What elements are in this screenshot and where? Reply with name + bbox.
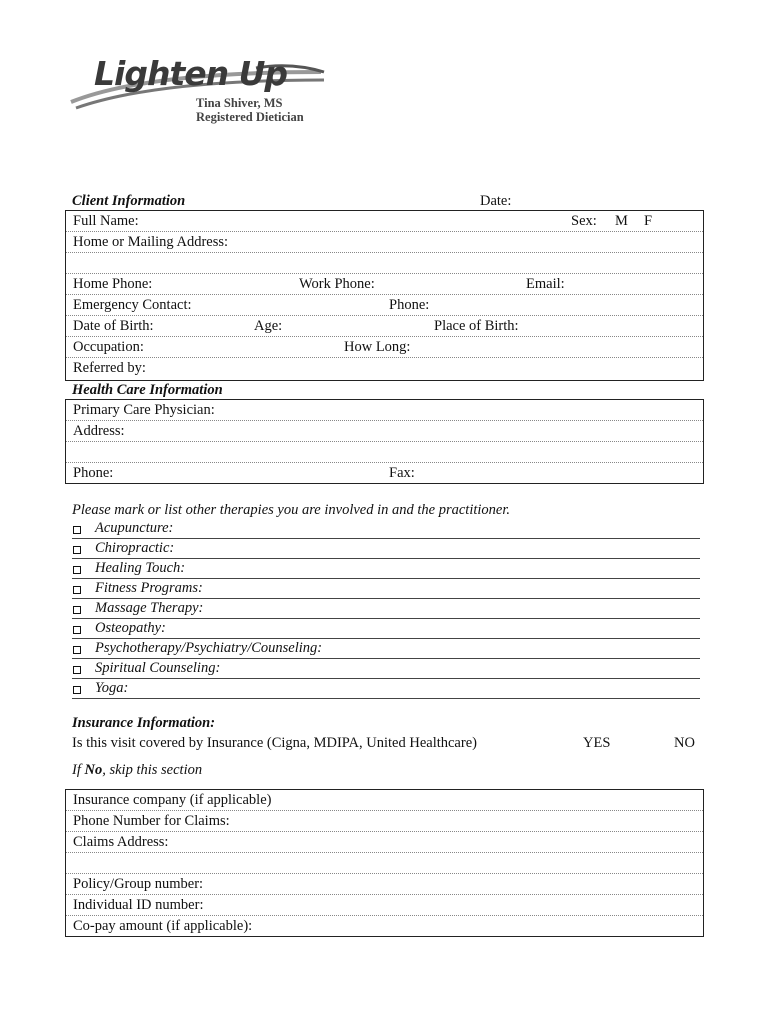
emergency-row[interactable] bbox=[66, 295, 703, 316]
occupation-row[interactable] bbox=[66, 337, 703, 358]
logo-name: Tina Shiver, MS bbox=[196, 96, 283, 110]
policy-label: Policy/Group number: bbox=[73, 876, 204, 892]
sex-f-option[interactable]: F bbox=[644, 213, 653, 229]
insurance-question: Is this visit covered by Insurance (Cigna, MDIPA, United Healthcare) bbox=[72, 735, 477, 751]
insurance-company-row[interactable] bbox=[66, 790, 703, 811]
logo-credential: Registered Dietician bbox=[196, 110, 304, 124]
therapy-label: Fitness Programs: bbox=[95, 580, 203, 596]
sex-m-option[interactable]: M bbox=[615, 213, 628, 229]
health-info-heading: Health Care Information bbox=[72, 382, 223, 398]
dob-label: Date of Birth: bbox=[73, 318, 154, 334]
therapy-item[interactable] bbox=[72, 679, 700, 699]
health-address-row-2[interactable] bbox=[66, 442, 703, 463]
therapy-label: Yoga: bbox=[95, 680, 129, 696]
claims-address-label: Claims Address: bbox=[73, 834, 169, 850]
skip-suffix: , skip this section bbox=[102, 762, 203, 778]
how-long-label: How Long: bbox=[344, 339, 411, 355]
therapy-label: Spiritual Counseling: bbox=[95, 660, 221, 676]
occupation-label: Occupation: bbox=[73, 339, 144, 355]
therapy-item[interactable] bbox=[72, 619, 700, 639]
logo bbox=[66, 50, 336, 130]
logo-title: Lighten Up bbox=[94, 54, 288, 93]
address-row-2[interactable] bbox=[66, 253, 703, 274]
age-label: Age: bbox=[254, 318, 283, 334]
insurance-heading: Insurance Information: bbox=[72, 715, 216, 731]
home-phone-label: Home Phone: bbox=[73, 276, 153, 292]
skip-prefix: If bbox=[72, 762, 85, 778]
skip-bold: No bbox=[84, 762, 103, 778]
therapy-label: Healing Touch: bbox=[95, 560, 186, 576]
referred-row[interactable] bbox=[66, 358, 703, 379]
therapy-item[interactable] bbox=[72, 519, 700, 539]
health-address-row[interactable] bbox=[66, 421, 703, 442]
pob-label: Place of Birth: bbox=[434, 318, 519, 334]
skip-note bbox=[72, 762, 202, 779]
therapy-item[interactable] bbox=[72, 579, 700, 599]
checkbox-icon[interactable] bbox=[73, 606, 81, 614]
checkbox-icon[interactable] bbox=[73, 526, 81, 534]
checkbox-icon[interactable] bbox=[73, 646, 81, 654]
insurance-company-label: Insurance company (if applicable) bbox=[73, 792, 272, 808]
therapy-label: Osteopathy: bbox=[95, 620, 166, 636]
insurance-yes-option[interactable]: YES bbox=[583, 735, 611, 751]
claims-phone-row[interactable] bbox=[66, 811, 703, 832]
fax-label: Fax: bbox=[389, 465, 415, 481]
individual-id-row[interactable] bbox=[66, 895, 703, 916]
health-phone-row[interactable] bbox=[66, 463, 703, 484]
referred-label: Referred by: bbox=[73, 360, 146, 376]
emergency-phone-label: Phone: bbox=[389, 297, 430, 313]
therapy-item[interactable] bbox=[72, 599, 700, 619]
birth-row[interactable] bbox=[66, 316, 703, 337]
email-label: Email: bbox=[526, 276, 565, 292]
work-phone-label: Work Phone: bbox=[299, 276, 375, 292]
policy-row[interactable] bbox=[66, 874, 703, 895]
date-label: Date: bbox=[480, 193, 512, 209]
physician-label: Primary Care Physician: bbox=[73, 402, 215, 418]
checkbox-icon[interactable] bbox=[73, 546, 81, 554]
checkbox-icon[interactable] bbox=[73, 686, 81, 694]
claims-address-row-2[interactable] bbox=[66, 853, 703, 874]
therapy-label: Psychotherapy/Psychiatry/Counseling: bbox=[95, 640, 323, 656]
insurance-no-option[interactable]: NO bbox=[674, 735, 695, 751]
full-name-label: Full Name: bbox=[73, 213, 139, 229]
checkbox-icon[interactable] bbox=[73, 626, 81, 634]
phone-row[interactable] bbox=[66, 274, 703, 295]
therapies-intro: Please mark or list other therapies you are involved in and the practitioner. bbox=[72, 502, 511, 518]
client-info-heading: Client Information bbox=[72, 193, 186, 209]
health-address-label: Address: bbox=[73, 423, 125, 439]
address-row[interactable] bbox=[66, 232, 703, 253]
checkbox-icon[interactable] bbox=[73, 586, 81, 594]
copay-label: Co-pay amount (if applicable): bbox=[73, 918, 253, 934]
sex-label: Sex: bbox=[571, 213, 597, 229]
copay-row[interactable] bbox=[66, 916, 703, 937]
therapy-label: Chiropractic: bbox=[95, 540, 175, 556]
individual-id-label: Individual ID number: bbox=[73, 897, 204, 913]
health-info-box bbox=[65, 399, 704, 484]
address-label: Home or Mailing Address: bbox=[73, 234, 229, 250]
emergency-contact-label: Emergency Contact: bbox=[73, 297, 192, 313]
checkbox-icon[interactable] bbox=[73, 666, 81, 674]
therapy-item[interactable] bbox=[72, 539, 700, 559]
full-name-row[interactable] bbox=[66, 211, 703, 232]
client-info-box bbox=[65, 210, 704, 381]
therapy-label: Massage Therapy: bbox=[95, 600, 204, 616]
therapy-item[interactable] bbox=[72, 659, 700, 679]
health-phone-label: Phone: bbox=[73, 465, 114, 481]
claims-phone-label: Phone Number for Claims: bbox=[73, 813, 230, 829]
therapy-item[interactable] bbox=[72, 639, 700, 659]
checkbox-icon[interactable] bbox=[73, 566, 81, 574]
therapy-item[interactable] bbox=[72, 559, 700, 579]
physician-row[interactable] bbox=[66, 400, 703, 421]
claims-address-row[interactable] bbox=[66, 832, 703, 853]
therapy-label: Acupuncture: bbox=[95, 520, 174, 536]
insurance-box bbox=[65, 789, 704, 937]
